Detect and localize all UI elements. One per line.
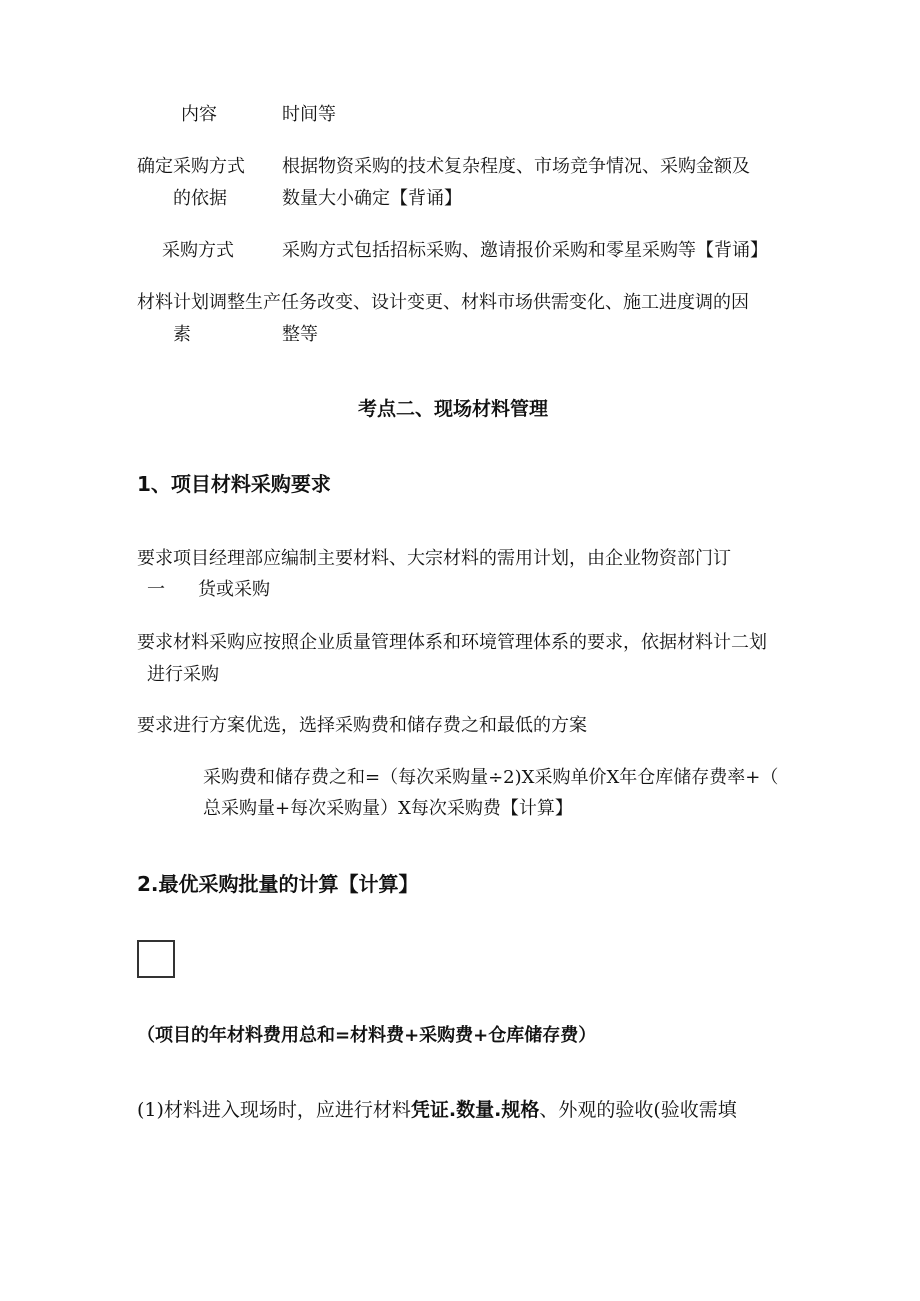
item1-suffix: 验收(验收需填 <box>615 1099 737 1121</box>
heading-optimal-batch: 2.最优采购批量的计算【计算】 <box>137 872 419 896</box>
item1-line <box>137 1098 737 1122</box>
req2-line1: 要求材料采购应按照企业质量管理体系和环境管理体系的要求，依据材料计二划 <box>137 632 767 653</box>
section-title: 考点二、现场材料管理 <box>358 398 549 420</box>
row4-label-line2: 素 <box>173 324 191 345</box>
row4-content-line2: 整等 <box>282 324 318 345</box>
row3-content: 采购方式包括招标采购、邀请报价采购和零星采购等【背诵】 <box>282 240 768 261</box>
req3-line1: 要求进行方案优选，选择采购费和储存费之和最低的方案 <box>137 715 587 736</box>
req1-dash: 一 <box>147 579 165 600</box>
row1-label: 内容 <box>181 104 217 125</box>
formula-line1: 采购费和储存费之和=（每次采购量÷2)X采购单价X年仓库储存费率+（ <box>203 767 779 788</box>
formula-line2: 总采购量+每次采购量）X每次采购费【计算】 <box>203 798 573 819</box>
row2-content-line2: 数量大小确定【背诵】 <box>282 188 462 209</box>
row2-content-line1: 根据物资采购的技术复杂程度、市场竞争情况、采购金额及 <box>282 156 750 177</box>
row2-label-line1: 确定采购方式 <box>137 156 245 177</box>
row4-content-line1: 生产任务改变、设计变更、材料市场供需变化、施工进度调的因 <box>245 292 749 313</box>
item1-bold1: 凭证.数量.规格 <box>410 1099 540 1121</box>
heading-purchase-requirements: 1、项目材料采购要求 <box>137 472 331 496</box>
row1-content: 时间等 <box>282 104 336 125</box>
req1-line2: 货或采购 <box>198 579 270 600</box>
row4-label-line1: 材料计划调整 <box>137 292 245 313</box>
checkbox-square[interactable] <box>137 940 175 978</box>
item1-mid: 、外观的 <box>539 1099 616 1121</box>
row2-label-line2: 的依据 <box>173 188 227 209</box>
row3-label: 采购方式 <box>162 240 234 261</box>
bold-note: （项目的年材料费用总和=材料费+采购费+仓库储存费） <box>137 1025 597 1046</box>
req2-line2: 进行采购 <box>147 664 219 685</box>
item1-prefix: (1)材料进入现场时，应进行材料 <box>137 1099 411 1121</box>
req1-line1: 要求项目经理部应编制主要材料、大宗材料的需用计划，由企业物资部门订 <box>137 548 731 569</box>
